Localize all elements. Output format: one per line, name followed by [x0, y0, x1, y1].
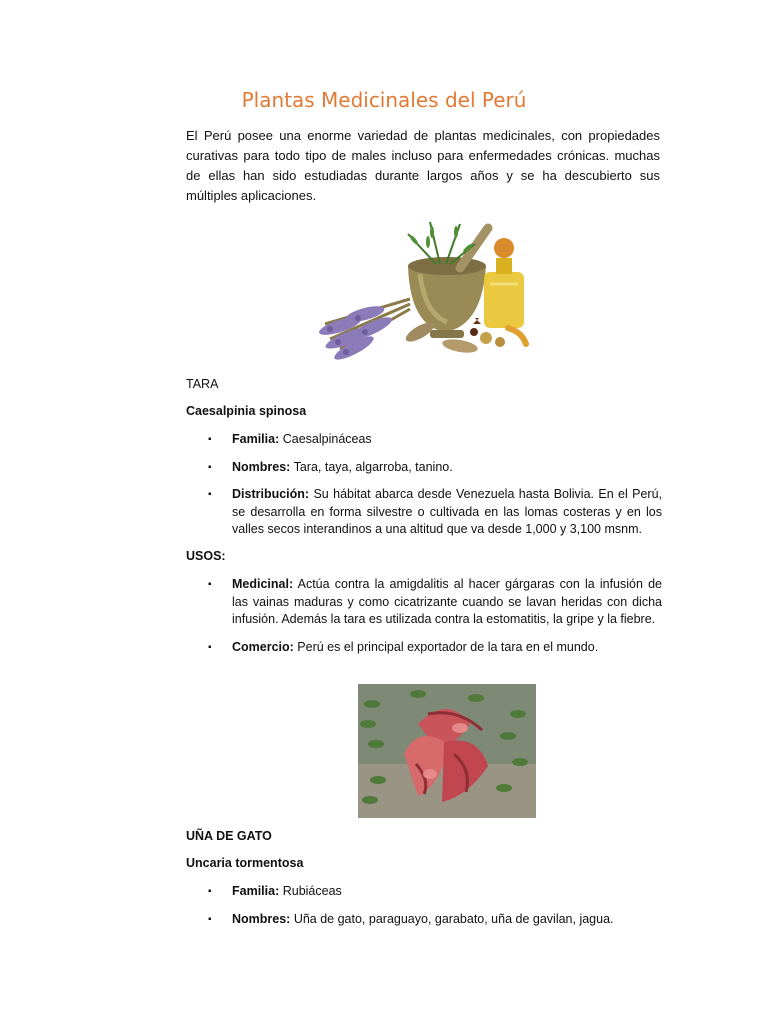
scientific-name-una-de-gato: Uncaria tormentosa [186, 856, 304, 870]
list-item: ▪ Distribución: Su hábitat abarca desde Venezuela hasta Bolivia. En el Perú, se desarrolla en forma silvestre o cultivada en las lomas costeras y en los valles secos interandinos a una altitud que va desde 1,000 y 3,100 msnm. [186, 486, 662, 539]
una-de-gato-details-list [186, 883, 662, 938]
list-item: ▪ Medicinal: Actúa contra la amigdalitis al hacer gárgaras con la infusión de las vainas maduras y como cicatrizante cuando se lavan heridas con dicha infusión. Además la tara es utilizada contra la estomatitis, la gripe y la fiebre. [186, 576, 662, 629]
list-item: ▪ Familia: Caesalpináceas [186, 431, 662, 449]
list-item: ▪ Comercio: Perú es el principal exportador de la tara en el mundo. [186, 639, 662, 657]
section-heading-tara: TARA [186, 377, 219, 391]
oil-bottle [484, 238, 524, 328]
list-item: ▪ Nombres: Uña de gato, paraguayo, garabato, uña de gavilan, jagua. [186, 911, 662, 929]
usos-heading: USOS: [186, 549, 226, 563]
section-heading-una-de-gato: UÑA DE GATO [186, 829, 272, 843]
page-title: Plantas Medicinales del Perú [241, 88, 527, 112]
tara-details-list [186, 431, 662, 549]
intro-paragraph: El Perú posee una enorme variedad de plantas medicinales, con propiedades curativas para todo tipo de males incluso para enfermedades crónicas. muchas de ellas han sido estudiadas durante largos años y se ha descubierto sus múltiples aplicaciones. [186, 128, 660, 203]
herbs-mortar-image [310, 214, 532, 362]
list-item: ▪ Familia: Rubiáceas [186, 883, 662, 901]
tara-usos-list [186, 576, 662, 666]
lavender-bunch [317, 299, 410, 362]
scientific-name-tara: Caesalpinia spinosa [186, 404, 307, 418]
list-item: ▪ Nombres: Tara, taya, algarroba, tanino. [186, 459, 662, 477]
tara-pods-image [358, 684, 536, 818]
